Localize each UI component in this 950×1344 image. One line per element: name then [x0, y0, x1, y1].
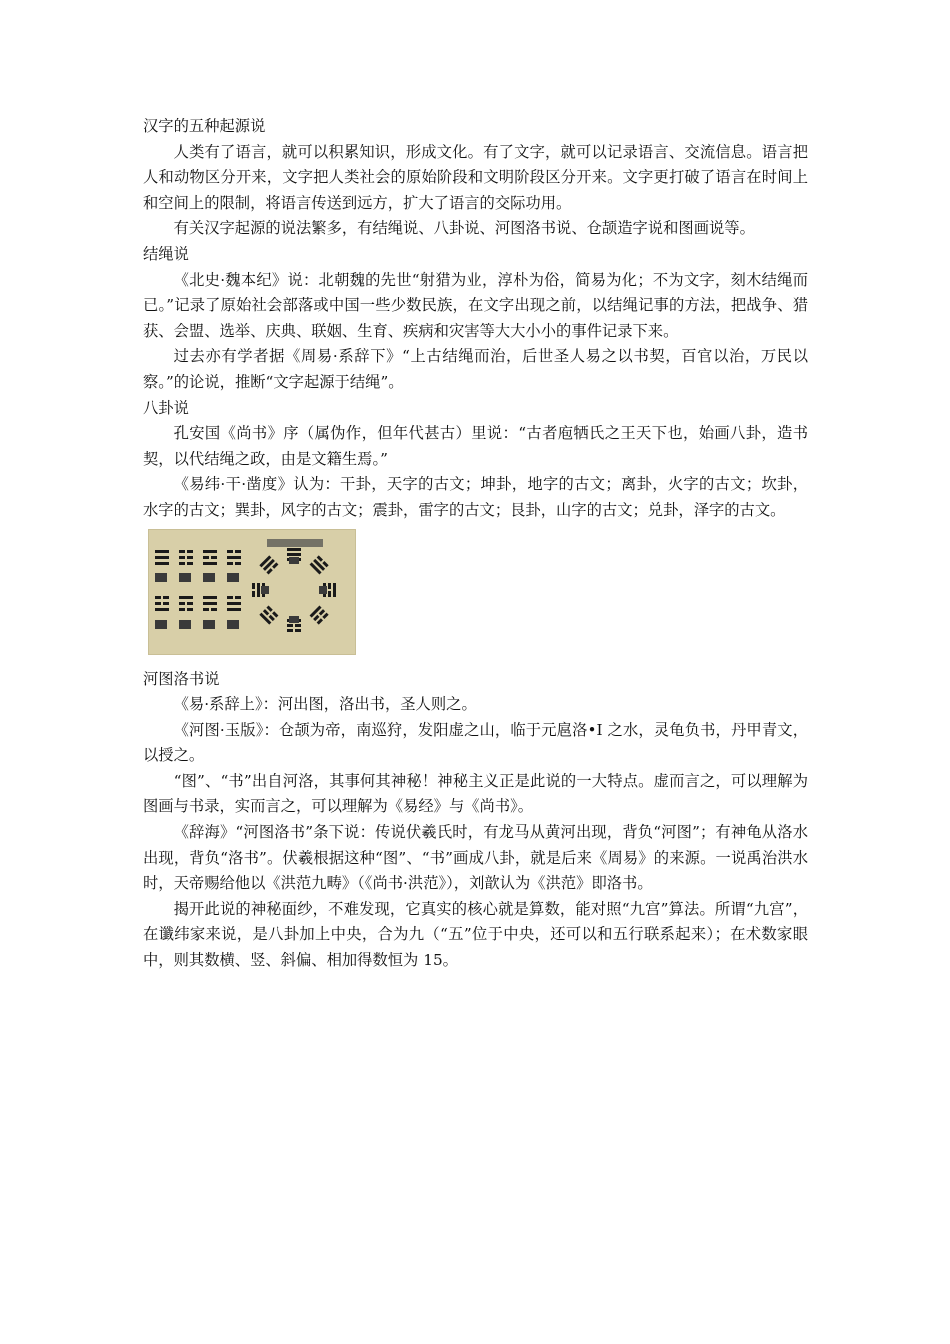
paragraph: 《辞海》“河图洛书”条下说：传说伏羲氏时，有龙马从黄河出现，背负“河图”；有神龟从洛水出现，背负“洛书”。伏羲根据这种“图”、“书”画成八卦，就是后来《周易》的来源。一说禹治洪水时，天帝赐给他以《洪范九畴》（《尚书·洪范》），刘歆认为《洪范》即洛书。 — [143, 823, 808, 893]
bagua-trigram-drawing — [149, 530, 355, 654]
intro-paragraph-1: 人类有了语言，就可以积累知识，形成文化。有了文字，就可以记录语言、交流信息。语言把人和动物区分开来，文字把人类社会的原始阶段和文明阶段区分开来。文字更打破了语言在时间上和空间上的限制，将语言传送到远方，扩大了语言的交际功用。 — [143, 142, 808, 212]
paragraph: 《北史·魏本纪》说：北朝魏的先世“射猎为业，淳朴为俗，简易为化；不为文字，刻木结绳而已。”记录了原始社会部落或中国一些少数民族，在文字出现之前，以结绳记事的方法，把战争、猎获、会盟、选举、庆典、联姻、生育、疾病和灾害等大大小小的事件记录下来。 — [143, 270, 808, 340]
paragraph: 揭开此说的神秘面纱，不难发现，它真实的核心就是算数，能对照“九宫”算法。所谓“九宫”，在谶纬家来说，是八卦加上中央，合为九（“五”位于中央，还可以和五行联系起来）；在术数家眼中，则其数横、竖、斜偏、相加得数恒为 15。 — [143, 899, 808, 970]
paragraph: 《易纬·干·凿度》认为：干卦，天字的古文；坤卦，地字的古文；离卦，火字的古文；坎卦，水字的古文；巽卦，风字的古文；震卦，雷字的古文；艮卦，山字的古文；兑卦，泽字的古文。 — [143, 475, 808, 519]
document-body — [143, 114, 808, 974]
section-heading-jieshengshuo: 结绳说 — [143, 244, 189, 263]
paragraph: 《易·系辞上》：河出图，洛出书，圣人则之。 — [173, 695, 477, 714]
paragraph: 过去亦有学者据《周易·系辞下》“上古结绳而治，后世圣人易之以书契，百官以治，万民以察。”的论说，推断“文字起源于结绳”。 — [143, 347, 808, 391]
intro-paragraph-2: 有关汉字起源的说法繁多，有结绳说、八卦说、河图洛书说、仓颉造字说和图画说等。 — [173, 219, 755, 238]
bagua-trigram-image — [148, 529, 356, 655]
document-title: 汉字的五种起源说 — [143, 117, 266, 135]
paragraph: 《河图·玉版》：仓颉为帝，南巡狩，发阳虚之山，临于元扈洛•I 之水，灵龟负书，丹甲青文，以授之。 — [143, 720, 808, 765]
section-heading-baguashuo: 八卦说 — [143, 398, 189, 417]
paragraph: 孔安国《尚书》序（属伪作，但年代甚古）里说：“古者庖牺氏之王天下也，始画八卦，造书契，以代结绳之政，由是文籍生焉。” — [143, 424, 808, 468]
section-heading-hetuluoshushuo: 河图洛书说 — [143, 669, 220, 688]
paragraph: “图”、“书”出自河洛，其事何其神秘！神秘主义正是此说的一大特点。虚而言之，可以理解为图画与书录，实而言之，可以理解为《易经》与《尚书》。 — [143, 771, 808, 816]
